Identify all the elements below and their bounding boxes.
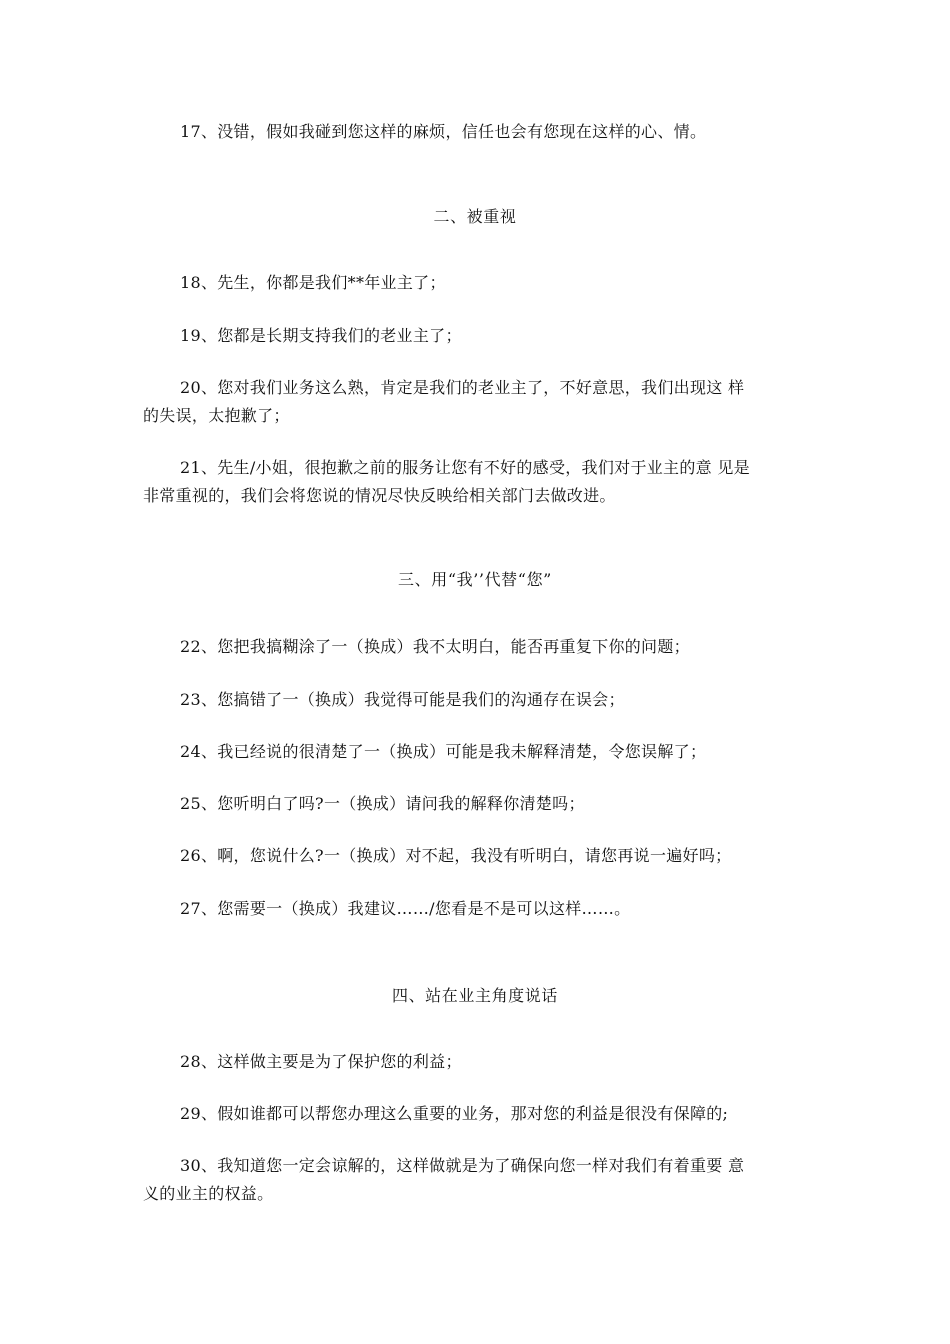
paragraph-20-line-2: 的失误，太抱歉了； [143,406,290,425]
paragraph-30-line-2: 义的业主的权益。 [143,1184,274,1203]
paragraph-20-line-1: 20、您对我们业务这么熟，肯定是我们的老业主了，不好意思，我们出现这 样 [180,378,745,397]
paragraph-24: 24、我已经说的很清楚了一（换成）可能是我未解释清楚，令您误解了； [180,742,707,761]
paragraph-28: 28、这样做主要是为了保护您的利益； [180,1052,462,1071]
section-heading-2: 二、被重视 [433,207,517,226]
paragraph-26: 26、啊，您说什么?一（换成）对不起，我没有听明白，请您再说一遍好吗； [180,846,732,865]
paragraph-30-line-1: 30、我知道您一定会谅解的，这样做就是为了确保向您一样对我们有着重要 意 [180,1156,745,1175]
paragraph-21-line-1: 21、先生/小姐，很抱歉之前的服务让您有不好的感受，我们对于业主的意 见是 [180,458,750,477]
paragraph-22: 22、您把我搞糊涂了一（换成）我不太明白，能否再重复下你的问题； [180,637,690,656]
section-heading-3: 三、用“我’’代替“您” [398,570,552,589]
paragraph-18: 18、先生，你都是我们**年业主了； [180,273,446,292]
paragraph-25: 25、您听明白了吗?一（换成）请问我的解释你清楚吗； [180,794,585,813]
paragraph-21-line-2: 非常重视的，我们会将您说的情况尽快反映给相关部门去做改进。 [143,486,616,505]
paragraph-23: 23、您搞错了一（换成）我觉得可能是我们的沟通存在误会； [180,690,625,709]
section-heading-4: 四、站在业主角度说话 [391,986,558,1005]
paragraph-27: 27、您需要一（换成）我建议……/您看是不是可以这样……。 [180,899,631,918]
paragraph-29: 29、假如谁都可以帮您办理这么重要的业务，那对您的利益是很没有保障的; [180,1104,729,1123]
paragraph-19: 19、您都是长期支持我们的老业主了； [180,326,462,345]
paragraph-17: 17、没错，假如我碰到您这样的麻烦，信任也会有您现在这样的心、情。 [180,122,707,141]
